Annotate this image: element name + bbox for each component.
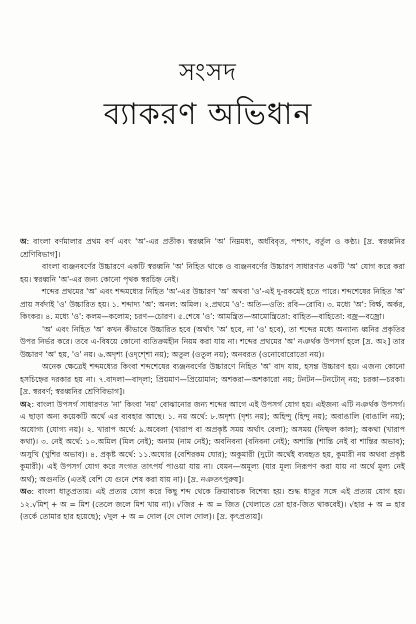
entry-a1 <box>20 236 405 261</box>
entry-text: : বাংলা উপসর্গ সাধারণত 'না' কিংবা 'নয়' বোঝানোর জন্য শব্দের আগে এই উপসর্গ যোগ হয়। এইজন্য এটি নঞর্থক উপসর্গ। এ ছাড়া অন্য কয়েকটি অর্থে এর ব্যবহার আছে। ১. নয় অর্থে: ৮.অদৃশ্য (দৃশ্য নয়); অহিন্দু (হিন্দু নয়); অবাঙালি (বাঙালি নয়); অযোগ্য (যোগ্য নয়)। ২. খারাপ অর্থে: ৯.অবেলা (খারাপ বা অপ্রকৃষ্ট সময় অর্থাৎ বেলা); অসময় (নিষ্ফল কাল); অকথা (খারাপ কথা)। ৩. নেই অর্থে: ১০.অমিল (মিল নেই); অনাম (নাম নেই); অবনিবনা (বনিবনা নেই); অশান্তি (শান্তি নেই বা শান্তির অভাব); অসুখি (খুশির অভাব)। ৪. প্রকৃষ্ট অর্থে: ১১.অঘোর (বেশিরকম ঘোর); অকুমারী (দুটো অর্থেই ব্যবহৃত হয়, কুমারী নয় অথবা প্রকৃষ্ট কুমারী)। এই উপসর্গ যোগ করে সংগত তাৎপর্য পাওয়া যায় না। যেমন—অমূল্য (যার মূল্য নিরূপণ করা যায় না অর্থে মূল্য নেই অর্থ); অগুনতি (এতই বেশি যে গুনে শেষ করা যায় না)। [দ্র. নঞতৎপুরুষ]। <box>20 399 405 484</box>
dictionary-body <box>20 236 405 614</box>
paragraph: শব্দের প্রথমের 'অ' এবং শব্দমধ্যের নিহিত 'অ'-এর উচ্চারণ 'অ' অথবা 'ও'-এই দু-রকমেই হতে পারে। শব্দশেষের নিহিত 'অ' প্রায় সর্বদাই 'ও' উচ্চারিত হয়। ১. শব্দাদ্য 'অ': অনল: অমিল। ২.প্রথমে 'ও': অতি—ওতি: রবি—রোবি। ৩. মধ্যে 'অ': বির্ক্ষ, অর্কর, কিংকর। ৪. মধ্যে 'ও': কলম—কলোম; চরণ—চোরণ। ৫.শেষে 'ও': আমন্ত্রিত—আমোন্ত্রিতো: বাহিত—বাহিতো: বজ্র—বজ্রো। <box>20 287 405 321</box>
paragraph: 'অ' এবং নিহিত 'অ' কখন কীভাবে উচ্চারিত হবে (অর্থাৎ 'অ' হবে, না 'ও' হবে), তা শব্দের মধ্যে অন্যান্য ধ্বনির প্রকৃতির উপর নির্ভর করে। তবে এ-বিষয়ে কোনো ব্যতিক্রমহীন নিয়ম করা যায় না। শব্দের প্রথমের 'অ' নঞর্থক উপসর্গ হলে [দ্র. অ২] তার উচ্চারণ 'অ' হয়, 'ও' নয়। ৬.অদৃশ্য (ওদৃশ্শো নয়); অতুল (ওতুল নয়); অনবরত (ওনোবোরোতো নয়)। <box>20 324 405 359</box>
entry-text: : বাংলা ধাতুপ্রত্যয়। এই প্রত্যয় যোগ করে কিছু শব্দ থেকে ক্রিয়াবাচক বিশেষ্য হয়। শুদ্ধ ধাতুর সঙ্গে এই প্রত্যয় যোগ হয়। ১২.√মিশ্ + অ = মিশ (তেলে জলে মিশ খায় না)। √জির + অ = জিত (খেলাতে তো হার-জিত থাকবেই)। √হার + অ = হার (তর্কে তোমার হার হয়েছে); √দুল + অ = দোল (দে দোল দোল)। [দ্র. কৃৎপ্রত্যয়]। <box>20 487 405 521</box>
headword: অ <box>20 237 27 246</box>
entry-text: : বাংলা বর্ণমালার প্রথম বর্ণ এবং 'অ'-এর প্রতীক। স্বরধ্বনি 'অ' নিম্নমধ্য, অর্ধবিবৃত, পশ্চাৎ, বর্তুল ও কণ্ঠ্য। [দ্র. স্বরধ্বনির শ্রেণিবিভাগ]। <box>20 237 405 259</box>
page-header <box>0 58 416 134</box>
book-title: ব্যাকরণ অভিধান <box>103 97 313 132</box>
headword: অ৩ <box>20 487 32 496</box>
entry-a3 <box>20 486 405 524</box>
paragraph: অনেক ক্ষেত্রেই শব্দমধ্যের কিংবা শব্দশেষের ব্যঞ্জনবর্ণের উচ্চারণে নিহিত 'অ' বাদ যায়, হসন্ত উচ্চারণ হয়। এজন্য কোনো হসচিহ্নের দরকার হয় না। ৭.বাদলা—বাদ্লা; প্রিয়মাণ—প্রিয়োমান; অশকরা—অশকারো নয়; টনটন—টনটোন্ নয়; চরকা—চরকা। [দ্র. স্বরবর্ণ; স্বরধ্বনির শ্রেণিবিভাগ]। <box>20 362 405 396</box>
paragraph: বাংলা ব্যঞ্জনবর্ণের উচ্চারণে একটি স্বরধ্বনি 'অ' নিহিত থাকে ও ব্যঞ্জনবর্ণের উচ্চারণ সাধারণত একটি 'অ' যোগ করে করা হয়। স্বরধ্বনি 'অ'-এর জন্য কোনো পৃথক স্বরচিহ্ন নেই। <box>20 262 405 284</box>
entry-a2 <box>20 399 405 487</box>
publisher-name: সংসদ <box>179 58 237 86</box>
headword: অ২ <box>20 399 32 409</box>
